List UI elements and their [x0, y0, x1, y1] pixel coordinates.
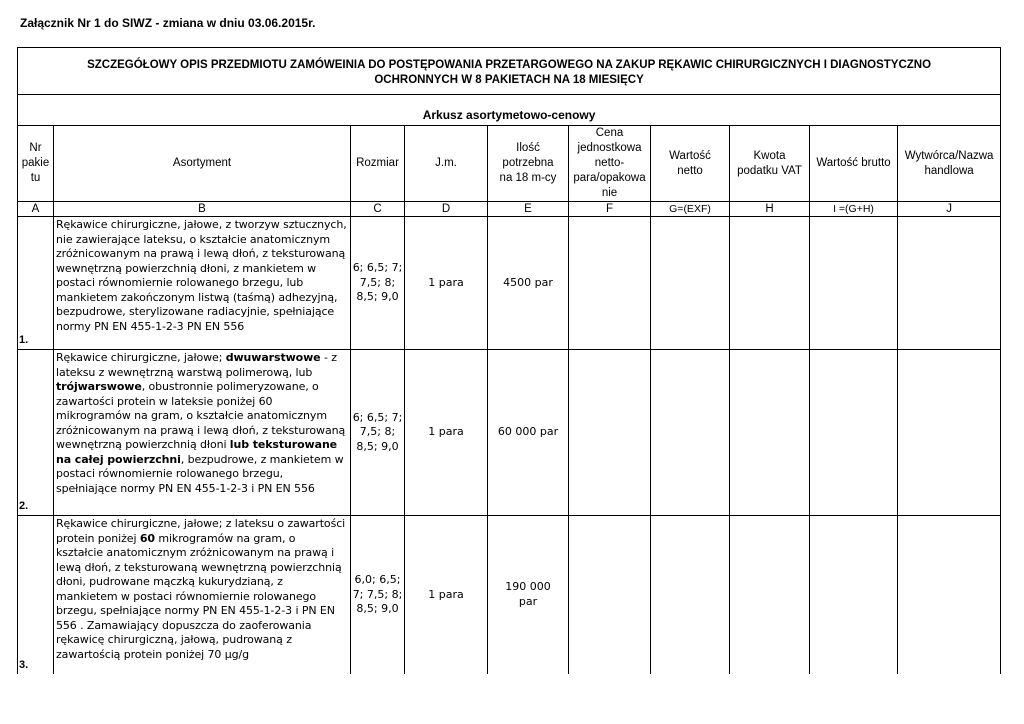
- row-size: 6; 6,5; 7; 7,5; 8; 8,5; 9,0: [351, 217, 405, 350]
- col-letter-h: H: [730, 202, 810, 217]
- row-quantity: 60 000 par: [488, 350, 569, 516]
- header-net-value: Wartość netto: [651, 126, 730, 202]
- table-row: [18, 350, 1001, 516]
- header-vat-amount: Kwota podatku VAT: [730, 126, 810, 202]
- description-line: [56, 546, 348, 561]
- description-line: [56, 619, 348, 634]
- description-bold-text: 60: [139, 531, 155, 545]
- description-text: zawartością protein poniżej 70 µg/g: [56, 647, 249, 661]
- description-text: kształcie anatomicznym zróżnicowanym na prawą i: [56, 546, 335, 559]
- description-line: [56, 648, 348, 663]
- description-line: [56, 395, 348, 410]
- description-text: postaci równomiernie rolowanego brzegu,: [56, 467, 284, 480]
- table-row: [18, 217, 1001, 350]
- header-quantity: Ilość potrzebna na 18 m-cy: [488, 126, 569, 202]
- description-line: [56, 438, 348, 453]
- description-line: [56, 276, 348, 291]
- row-gross-value[interactable]: [810, 217, 898, 350]
- row-unit: 1 para: [405, 516, 488, 674]
- description-text: Rękawice chirurgiczne, jałowe;: [56, 351, 226, 364]
- description-text: zróżnicowanym na prawą i lewą dłoń, z teksturowaną: [56, 247, 346, 260]
- col-letter-g: G=(EXF): [651, 202, 730, 217]
- description-line: [56, 532, 348, 547]
- description-line: [56, 305, 348, 320]
- description-text: 556 . Zamawiający dopuszcza do zaoferowania: [56, 618, 312, 632]
- description-line: [56, 218, 348, 233]
- description-line: [56, 320, 348, 335]
- description-text: spełniające normy PN EN 455-1-2-3 i PN EN 556: [56, 481, 315, 495]
- row-size: 6; 6,5; 7; 7,5; 8; 8,5; 9,0: [351, 350, 405, 516]
- row-quantity: 4500 par: [488, 217, 569, 350]
- description-text: , obustronnie polimeryzowane, o: [141, 380, 319, 393]
- description-text: , bezpudrowe, z mankietem w: [180, 452, 344, 466]
- description-text: normy PN EN 455-1-2-3 PN EN 556: [56, 319, 245, 333]
- description-text: brzegu, spełniające normy PN EN 455-1-2-3 i PN EN: [56, 604, 335, 617]
- attachment-note: Załącznik Nr 1 do SIWZ - zmiana w dniu 03.06.2015r.: [20, 16, 316, 30]
- row-net-value[interactable]: [651, 516, 730, 674]
- row-producer[interactable]: [898, 516, 1001, 674]
- price-sheet-table: [17, 47, 1001, 674]
- description-text: lewą dłoń, z teksturowaną wewnętrzną powierzchnią: [56, 560, 342, 574]
- row-unit-price[interactable]: [569, 516, 651, 674]
- description-bold-text: lub teksturowane: [229, 438, 338, 451]
- row-number: 1.: [18, 217, 54, 350]
- description-line: [56, 291, 348, 306]
- row-description: [54, 516, 351, 674]
- description-bold-text: trójwarswowe: [56, 380, 142, 393]
- row-size: 6,0; 6,5; 7; 7,5; 8; 8,5; 9,0: [351, 516, 405, 674]
- row-vat-amount[interactable]: [730, 516, 810, 674]
- col-letter-a: A: [18, 202, 54, 217]
- description-text: Rękawice chirurgiczne, jałowe, z tworzyw sztucznych,: [56, 218, 347, 231]
- description-text: mikrogramów na gram, o: [154, 531, 296, 545]
- description-text: mankietem w postaci równomiernie rolowanego: [56, 589, 317, 603]
- description-text: zróżnicowanym na prawą i lewą dłoń, z teksturowaną: [56, 423, 346, 437]
- description-line: [56, 633, 348, 648]
- description-text: bezpudrowe, sterylizowane radiacyjnie, spełniające: [56, 305, 335, 318]
- description-line: [56, 467, 348, 482]
- description-line: [56, 517, 348, 532]
- description-bold-text: dwuwarstwowe: [225, 351, 321, 364]
- row-number: 2.: [18, 350, 54, 516]
- col-letter-f: F: [569, 202, 651, 217]
- description-line: [56, 561, 348, 576]
- row-net-value[interactable]: [651, 217, 730, 350]
- title-line-1: SZCZEGÓŁOWY OPIS PRZEDMIOTU ZAMÓWEINIA DO POSTĘPOWANIA PRZETARGOWEGO NA ZAKUP RĘKAWIC CHIRURGICZNYCH I DIAGNOSTYCZNO: [87, 59, 932, 71]
- row-producer[interactable]: [898, 350, 1001, 516]
- row-vat-amount[interactable]: [730, 217, 810, 350]
- description-line: [56, 575, 348, 590]
- description-line: [56, 366, 348, 381]
- description-line: [56, 482, 348, 497]
- description-line: [56, 247, 348, 262]
- description-bold-text: na całej powierzchni: [56, 452, 181, 466]
- row-number: 3.: [18, 516, 54, 674]
- col-letter-c: C: [351, 202, 405, 217]
- col-letter-e: E: [488, 202, 569, 217]
- row-description: [54, 350, 351, 516]
- description-text: lateksu z wewnętrzną warstwą polimerową, lub: [56, 365, 313, 379]
- row-unit: 1 para: [405, 350, 488, 516]
- description-line: [56, 262, 348, 277]
- table-row: [18, 516, 1001, 674]
- description-line: [56, 453, 348, 468]
- title-line-2: OCHRONNYCH W 8 PAKIETACH NA 18 MIESIĘCY: [374, 74, 644, 86]
- row-unit-price[interactable]: [569, 217, 651, 350]
- row-gross-value[interactable]: [810, 350, 898, 516]
- description-text: nie zawierające lateksu, o kształcie anatomicznym: [56, 232, 330, 246]
- description-line: [56, 590, 348, 605]
- row-producer[interactable]: [898, 217, 1001, 350]
- header-unit: J.m.: [405, 126, 488, 202]
- description-text: wewnętrzną powierzchnią dłoni, z mankietem w: [56, 261, 317, 275]
- row-description: [54, 217, 351, 350]
- description-line: [56, 604, 348, 619]
- row-net-value[interactable]: [651, 350, 730, 516]
- header-gross-value: Wartość brutto: [810, 126, 898, 202]
- sheet-title: Arkusz asortymetowo-cenowy: [18, 95, 1001, 126]
- row-vat-amount[interactable]: [730, 350, 810, 516]
- description-text: protein poniżej: [56, 531, 140, 545]
- description-text: - z: [320, 351, 337, 364]
- description-text: mikrogramów na gram, o kształcie anatomicznym: [56, 409, 327, 422]
- col-letter-b: B: [54, 202, 351, 217]
- document-title: [18, 48, 1001, 95]
- col-letter-d: D: [405, 202, 488, 217]
- header-assortment: Asortyment: [54, 126, 351, 202]
- col-letter-j: J: [898, 202, 1001, 217]
- header-size: Rozmiar: [351, 126, 405, 202]
- description-text: mankietem zakończonym listwą (taśmą) adhezyjną,: [56, 290, 338, 304]
- header-nr: Nr pakie tu: [18, 126, 54, 202]
- description-text: Rękawice chirurgiczne, jałowe; z lateksu o zawartości: [56, 517, 346, 530]
- row-unit: 1 para: [405, 217, 488, 350]
- row-gross-value[interactable]: [810, 516, 898, 674]
- row-quantity: 190 000 par: [488, 516, 569, 674]
- row-unit-price[interactable]: [569, 350, 651, 516]
- col-letter-i: I =(G+H): [810, 202, 898, 217]
- description-line: [56, 424, 348, 439]
- description-text: wewnętrzną powierzchnią dłoni: [56, 438, 230, 451]
- description-line: [56, 409, 348, 424]
- description-text: dłoni, pudrowane mączką kukurydzianą, z: [56, 575, 283, 588]
- header-unit-price: Cena jednostkowa netto- para/opakowa nie: [569, 126, 651, 202]
- description-line: [56, 351, 348, 366]
- header-producer: Wytwórca/Nazwa handlowa: [898, 126, 1001, 202]
- description-line: [56, 380, 348, 395]
- description-line: [56, 233, 348, 248]
- description-text: zawartości protein w lateksie poniżej 60: [56, 394, 273, 408]
- description-text: postaci równomiernie rolowanego brzegu, lub: [56, 276, 304, 289]
- description-text: rękawicę chirurgiczną, jałową, pudrowaną z: [56, 633, 292, 646]
